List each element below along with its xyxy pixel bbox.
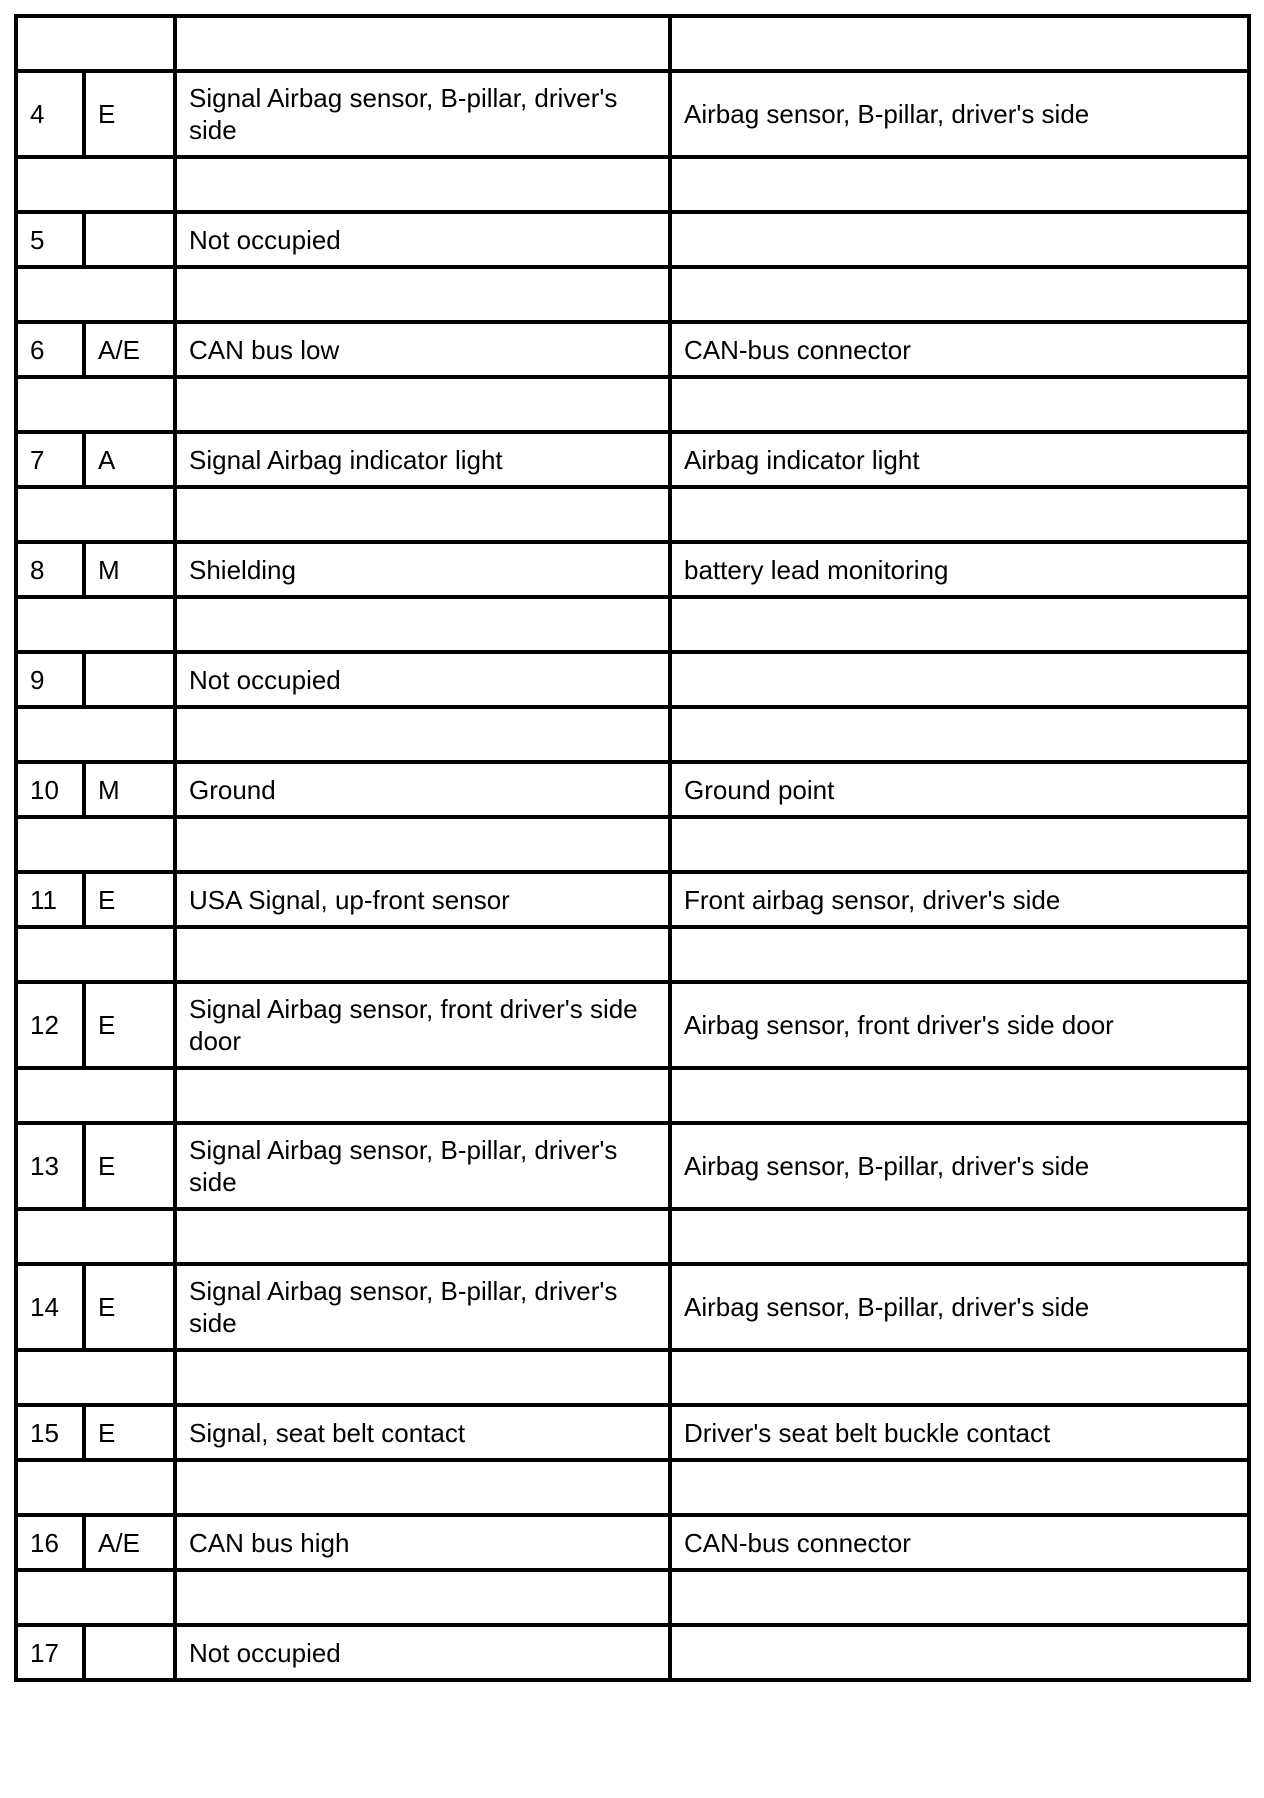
spacer-cell bbox=[175, 1350, 670, 1405]
signal-description-cell: CAN bus low bbox=[175, 322, 670, 377]
pin-number-cell: 8 bbox=[16, 542, 84, 597]
connected-component-cell: Front airbag sensor, driver's side bbox=[670, 872, 1249, 927]
pin-row bbox=[16, 432, 1249, 487]
signal-description-cell: Signal, seat belt contact bbox=[175, 1405, 670, 1460]
connected-component-cell bbox=[670, 652, 1249, 707]
spacer-cell bbox=[670, 1570, 1249, 1625]
signal-description-cell: Not occupied bbox=[175, 212, 670, 267]
signal-description-cell: Shielding bbox=[175, 542, 670, 597]
pin-row bbox=[16, 1264, 1249, 1350]
spacer-cell bbox=[16, 157, 175, 212]
pin-type-cell: A bbox=[84, 432, 175, 487]
spacer-cell bbox=[175, 1460, 670, 1515]
pin-row bbox=[16, 652, 1249, 707]
pin-number-cell: 12 bbox=[16, 982, 84, 1068]
pin-row bbox=[16, 1405, 1249, 1460]
spacer-cell bbox=[175, 157, 670, 212]
spacer-row bbox=[16, 817, 1249, 872]
spacer-cell bbox=[16, 707, 175, 762]
spacer-cell bbox=[175, 1570, 670, 1625]
spacer-row bbox=[16, 597, 1249, 652]
spacer-cell bbox=[16, 1068, 175, 1123]
spacer-row bbox=[16, 1460, 1249, 1515]
spacer-cell bbox=[16, 487, 175, 542]
signal-description-cell: Not occupied bbox=[175, 1625, 670, 1680]
spacer-cell bbox=[16, 267, 175, 322]
spacer-row bbox=[16, 1209, 1249, 1264]
spacer-cell bbox=[175, 16, 670, 71]
spacer-cell bbox=[16, 817, 175, 872]
pin-type-cell: E bbox=[84, 1405, 175, 1460]
signal-description-cell: Signal Airbag sensor, front driver's side door bbox=[175, 982, 670, 1068]
spacer-row bbox=[16, 1350, 1249, 1405]
pin-row bbox=[16, 982, 1249, 1068]
spacer-cell bbox=[16, 927, 175, 982]
spacer-cell bbox=[175, 597, 670, 652]
pin-row bbox=[16, 762, 1249, 817]
spacer-cell bbox=[670, 157, 1249, 212]
spacer-cell bbox=[16, 1209, 175, 1264]
pin-number-cell: 5 bbox=[16, 212, 84, 267]
spacer-cell bbox=[670, 1350, 1249, 1405]
pin-type-cell: E bbox=[84, 71, 175, 157]
spacer-row bbox=[16, 16, 1249, 71]
pin-assignment-sheet bbox=[14, 14, 1251, 1682]
pin-assignment-table bbox=[14, 14, 1251, 1682]
pin-row bbox=[16, 71, 1249, 157]
pin-type-cell: M bbox=[84, 542, 175, 597]
pin-number-cell: 7 bbox=[16, 432, 84, 487]
connected-component-cell: CAN-bus connector bbox=[670, 1515, 1249, 1570]
pin-number-cell: 16 bbox=[16, 1515, 84, 1570]
connected-component-cell: battery lead monitoring bbox=[670, 542, 1249, 597]
signal-description-cell: Not occupied bbox=[175, 652, 670, 707]
spacer-cell bbox=[670, 377, 1249, 432]
pin-row bbox=[16, 872, 1249, 927]
pin-row bbox=[16, 542, 1249, 597]
pin-row bbox=[16, 1123, 1249, 1209]
pin-number-cell: 15 bbox=[16, 1405, 84, 1460]
pin-type-cell: A/E bbox=[84, 322, 175, 377]
spacer-row bbox=[16, 267, 1249, 322]
pin-number-cell: 10 bbox=[16, 762, 84, 817]
spacer-cell bbox=[175, 267, 670, 322]
pin-type-cell: A/E bbox=[84, 1515, 175, 1570]
pin-number-cell: 6 bbox=[16, 322, 84, 377]
signal-description-cell: Signal Airbag sensor, B-pillar, driver's side bbox=[175, 1264, 670, 1350]
connected-component-cell bbox=[670, 212, 1249, 267]
spacer-cell bbox=[670, 597, 1249, 652]
spacer-row bbox=[16, 157, 1249, 212]
pin-row bbox=[16, 1515, 1249, 1570]
pin-row bbox=[16, 212, 1249, 267]
spacer-cell bbox=[175, 817, 670, 872]
pin-type-cell bbox=[84, 212, 175, 267]
spacer-cell bbox=[670, 487, 1249, 542]
spacer-cell bbox=[16, 1350, 175, 1405]
pin-row bbox=[16, 1625, 1249, 1680]
pin-type-cell bbox=[84, 652, 175, 707]
pin-number-cell: 4 bbox=[16, 71, 84, 157]
spacer-cell bbox=[175, 1068, 670, 1123]
spacer-cell bbox=[670, 1068, 1249, 1123]
connected-component-cell: Airbag sensor, B-pillar, driver's side bbox=[670, 71, 1249, 157]
connected-component-cell: Airbag indicator light bbox=[670, 432, 1249, 487]
spacer-cell bbox=[670, 267, 1249, 322]
spacer-cell bbox=[175, 487, 670, 542]
spacer-cell bbox=[16, 1460, 175, 1515]
pin-number-cell: 17 bbox=[16, 1625, 84, 1680]
pin-type-cell: E bbox=[84, 872, 175, 927]
connected-component-cell: Airbag sensor, B-pillar, driver's side bbox=[670, 1264, 1249, 1350]
signal-description-cell: USA Signal, up-front sensor bbox=[175, 872, 670, 927]
connected-component-cell: Airbag sensor, B-pillar, driver's side bbox=[670, 1123, 1249, 1209]
pin-type-cell bbox=[84, 1625, 175, 1680]
spacer-cell bbox=[16, 16, 175, 71]
connected-component-cell: CAN-bus connector bbox=[670, 322, 1249, 377]
pin-type-cell: E bbox=[84, 1123, 175, 1209]
signal-description-cell: Ground bbox=[175, 762, 670, 817]
spacer-cell bbox=[670, 1460, 1249, 1515]
pin-number-cell: 11 bbox=[16, 872, 84, 927]
spacer-cell bbox=[670, 1209, 1249, 1264]
spacer-row bbox=[16, 707, 1249, 762]
pin-number-cell: 9 bbox=[16, 652, 84, 707]
signal-description-cell: Signal Airbag sensor, B-pillar, driver's side bbox=[175, 1123, 670, 1209]
pin-number-cell: 13 bbox=[16, 1123, 84, 1209]
signal-description-cell: Signal Airbag sensor, B-pillar, driver's side bbox=[175, 71, 670, 157]
pin-table-body bbox=[16, 16, 1249, 1680]
spacer-row bbox=[16, 487, 1249, 542]
spacer-cell bbox=[670, 16, 1249, 71]
signal-description-cell: CAN bus high bbox=[175, 1515, 670, 1570]
connected-component-cell bbox=[670, 1625, 1249, 1680]
pin-type-cell: E bbox=[84, 1264, 175, 1350]
pin-type-cell: M bbox=[84, 762, 175, 817]
signal-description-cell: Signal Airbag indicator light bbox=[175, 432, 670, 487]
connected-component-cell: Airbag sensor, front driver's side door bbox=[670, 982, 1249, 1068]
spacer-row bbox=[16, 1570, 1249, 1625]
spacer-cell bbox=[670, 817, 1249, 872]
spacer-row bbox=[16, 927, 1249, 982]
spacer-cell bbox=[670, 927, 1249, 982]
pin-number-cell: 14 bbox=[16, 1264, 84, 1350]
spacer-row bbox=[16, 1068, 1249, 1123]
spacer-cell bbox=[16, 597, 175, 652]
spacer-cell bbox=[16, 1570, 175, 1625]
spacer-cell bbox=[175, 377, 670, 432]
spacer-row bbox=[16, 377, 1249, 432]
spacer-cell bbox=[670, 707, 1249, 762]
spacer-cell bbox=[175, 1209, 670, 1264]
connected-component-cell: Driver's seat belt buckle contact bbox=[670, 1405, 1249, 1460]
pin-row bbox=[16, 322, 1249, 377]
spacer-cell bbox=[175, 927, 670, 982]
connected-component-cell: Ground point bbox=[670, 762, 1249, 817]
spacer-cell bbox=[16, 377, 175, 432]
pin-type-cell: E bbox=[84, 982, 175, 1068]
spacer-cell bbox=[175, 707, 670, 762]
